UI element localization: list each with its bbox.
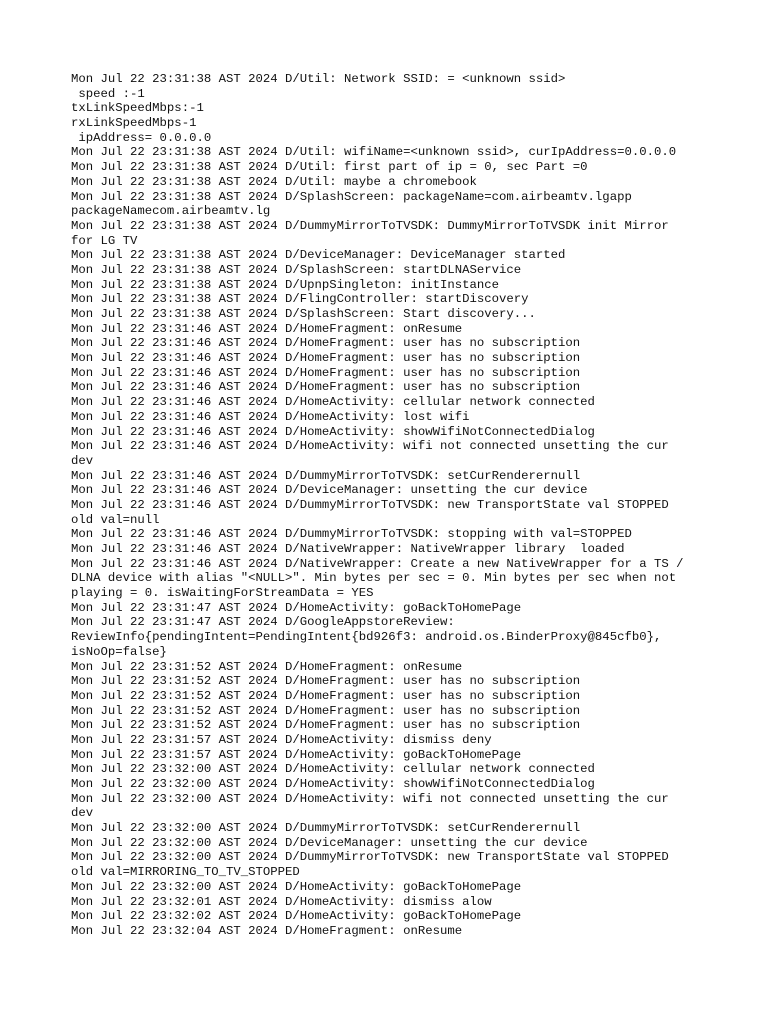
log-line: Mon Jul 22 23:31:38 AST 2024 D/SplashScreen: startDLNAService xyxy=(71,262,522,277)
log-line: Mon Jul 22 23:31:46 AST 2024 D/DeviceManager: unsetting the cur device xyxy=(71,483,588,498)
log-line: Mon Jul 22 23:31:46 AST 2024 D/NativeWrapper: NativeWrapper library loaded xyxy=(71,542,625,556)
log-line: Mon Jul 22 23:31:52 AST 2024 D/HomeFragment: user has no subscription xyxy=(71,718,581,733)
log-line: Mon Jul 22 23:32:00 AST 2024 D/HomeActivity: goBackToHomePage xyxy=(71,879,522,894)
log-line: Mon Jul 22 23:32:01 AST 2024 D/HomeActivity: dismiss alow xyxy=(71,894,492,909)
log-line: Mon Jul 22 23:32:00 AST 2024 D/DummyMirrorToTVSDK: new TransportState val STOPPED xyxy=(71,850,669,865)
log-line: old val=null xyxy=(71,512,160,527)
log-line: Mon Jul 22 23:31:46 AST 2024 D/HomeActivity: cellular network connected xyxy=(71,395,595,410)
log-line: Mon Jul 22 23:32:04 AST 2024 D/HomeFragment: onResume xyxy=(71,923,463,938)
log-line: Mon Jul 22 23:31:52 AST 2024 D/HomeFragment: user has no subscription xyxy=(71,703,581,718)
log-line: Mon Jul 22 23:31:57 AST 2024 D/HomeActivity: goBackToHomePage xyxy=(71,747,522,762)
log-line: Mon Jul 22 23:31:46 AST 2024 D/HomeFragment: user has no subscription xyxy=(71,336,581,351)
log-line: isNoOp=false} xyxy=(71,644,167,659)
log-line: dev xyxy=(71,453,94,468)
log-line: speed :-1 xyxy=(71,86,145,101)
log-line: Mon Jul 22 23:32:00 AST 2024 D/DummyMirrorToTVSDK: setCurRenderernull xyxy=(71,821,581,836)
log-line: Mon Jul 22 23:31:46 AST 2024 D/HomeFragment: onResume xyxy=(71,321,463,336)
log-line: for LG TV xyxy=(71,233,138,248)
log-line: Mon Jul 22 23:31:38 AST 2024 D/FlingController: startDiscovery xyxy=(71,292,529,307)
log-text-block xyxy=(71,72,711,939)
log-line: Mon Jul 22 23:31:38 AST 2024 D/UpnpSingleton: initInstance xyxy=(71,277,500,292)
log-line: Mon Jul 22 23:31:46 AST 2024 D/HomeFragment: user has no subscription xyxy=(71,351,581,366)
log-line: Mon Jul 22 23:32:00 AST 2024 D/HomeActivity: cellular network connected xyxy=(71,762,595,777)
log-line: Mon Jul 22 23:31:38 AST 2024 D/SplashScreen: Start discovery... xyxy=(71,307,536,321)
log-line: old val=MIRRORING_TO_TV_STOPPED xyxy=(71,865,300,880)
log-line: Mon Jul 22 23:32:00 AST 2024 D/DeviceManager: unsetting the cur device xyxy=(71,835,588,850)
log-line: Mon Jul 22 23:31:46 AST 2024 D/DummyMirrorToTVSDK: new TransportState val STOPPED xyxy=(71,497,669,512)
log-line: Mon Jul 22 23:32:00 AST 2024 D/HomeActivity: wifi not connected unsetting the cur xyxy=(71,791,669,806)
log-line: Mon Jul 22 23:31:38 AST 2024 D/Util: first part of ip = 0, sec Part =0 xyxy=(71,160,588,175)
log-line: ReviewInfo{pendingIntent=PendingIntent{bd926f3: android.os.BinderProxy@845cfb0}, xyxy=(71,630,662,645)
log-line: Mon Jul 22 23:31:57 AST 2024 D/HomeActivity: dismiss deny xyxy=(71,732,492,747)
log-line: Mon Jul 22 23:31:46 AST 2024 D/NativeWrapper: Create a new NativeWrapper for a TS / xyxy=(71,556,684,571)
log-line: Mon Jul 22 23:31:46 AST 2024 D/HomeFragment: user has no subscription xyxy=(71,365,581,380)
log-line: Mon Jul 22 23:31:46 AST 2024 D/HomeFragment: user has no subscription xyxy=(71,380,581,395)
log-line: Mon Jul 22 23:32:00 AST 2024 D/HomeActivity: showWifiNotConnectedDialog xyxy=(71,777,595,791)
log-line: Mon Jul 22 23:31:38 AST 2024 D/Util: Network SSID: = <unknown ssid> xyxy=(71,72,566,86)
log-line: Mon Jul 22 23:31:46 AST 2024 D/HomeActivity: showWifiNotConnectedDialog xyxy=(71,424,595,439)
log-line: Mon Jul 22 23:31:46 AST 2024 D/DummyMirrorToTVSDK: stopping with val=STOPPED xyxy=(71,527,632,542)
log-line: ipAddress= 0.0.0.0 xyxy=(71,130,212,145)
log-line: dev xyxy=(71,806,94,821)
log-line: playing = 0. isWaitingForStreamData = YES xyxy=(71,586,374,601)
log-line: Mon Jul 22 23:31:52 AST 2024 D/HomeFragment: onResume xyxy=(71,659,463,674)
log-line: Mon Jul 22 23:31:46 AST 2024 D/HomeActivity: lost wifi xyxy=(71,409,470,424)
log-line: Mon Jul 22 23:31:47 AST 2024 D/GoogleAppstoreReview: xyxy=(71,615,455,630)
log-line: Mon Jul 22 23:31:38 AST 2024 D/DummyMirrorToTVSDK: DummyMirrorToTVSDK init Mirror xyxy=(71,218,669,233)
log-line: packageNamecom.airbeamtv.lg xyxy=(71,204,271,219)
log-line: Mon Jul 22 23:31:46 AST 2024 D/DummyMirrorToTVSDK: setCurRenderernull xyxy=(71,468,581,483)
log-line: Mon Jul 22 23:31:52 AST 2024 D/HomeFragment: user has no subscription xyxy=(71,688,581,703)
log-line: Mon Jul 22 23:31:38 AST 2024 D/DeviceManager: DeviceManager started xyxy=(71,248,566,263)
log-line: Mon Jul 22 23:31:38 AST 2024 D/Util: maybe a chromebook xyxy=(71,174,477,189)
log-line: Mon Jul 22 23:31:47 AST 2024 D/HomeActivity: goBackToHomePage xyxy=(71,600,522,615)
log-line: Mon Jul 22 23:31:46 AST 2024 D/HomeActivity: wifi not connected unsetting the cur xyxy=(71,439,669,454)
log-line: Mon Jul 22 23:32:02 AST 2024 D/HomeActivity: goBackToHomePage xyxy=(71,909,522,924)
log-line: txLinkSpeedMbps:-1 xyxy=(71,101,204,116)
log-line: Mon Jul 22 23:31:38 AST 2024 D/SplashScreen: packageName=com.airbeamtv.lgapp xyxy=(71,189,632,204)
log-line: rxLinkSpeedMbps-1 xyxy=(71,116,197,131)
log-line: Mon Jul 22 23:31:38 AST 2024 D/Util: wifiName=<unknown ssid>, curIpAddress=0.0.0.0 xyxy=(71,145,677,160)
log-line: DLNA device with alias "<NULL>". Min bytes per sec = 0. Min bytes per sec when not xyxy=(71,571,677,586)
log-line: Mon Jul 22 23:31:52 AST 2024 D/HomeFragment: user has no subscription xyxy=(71,674,581,689)
